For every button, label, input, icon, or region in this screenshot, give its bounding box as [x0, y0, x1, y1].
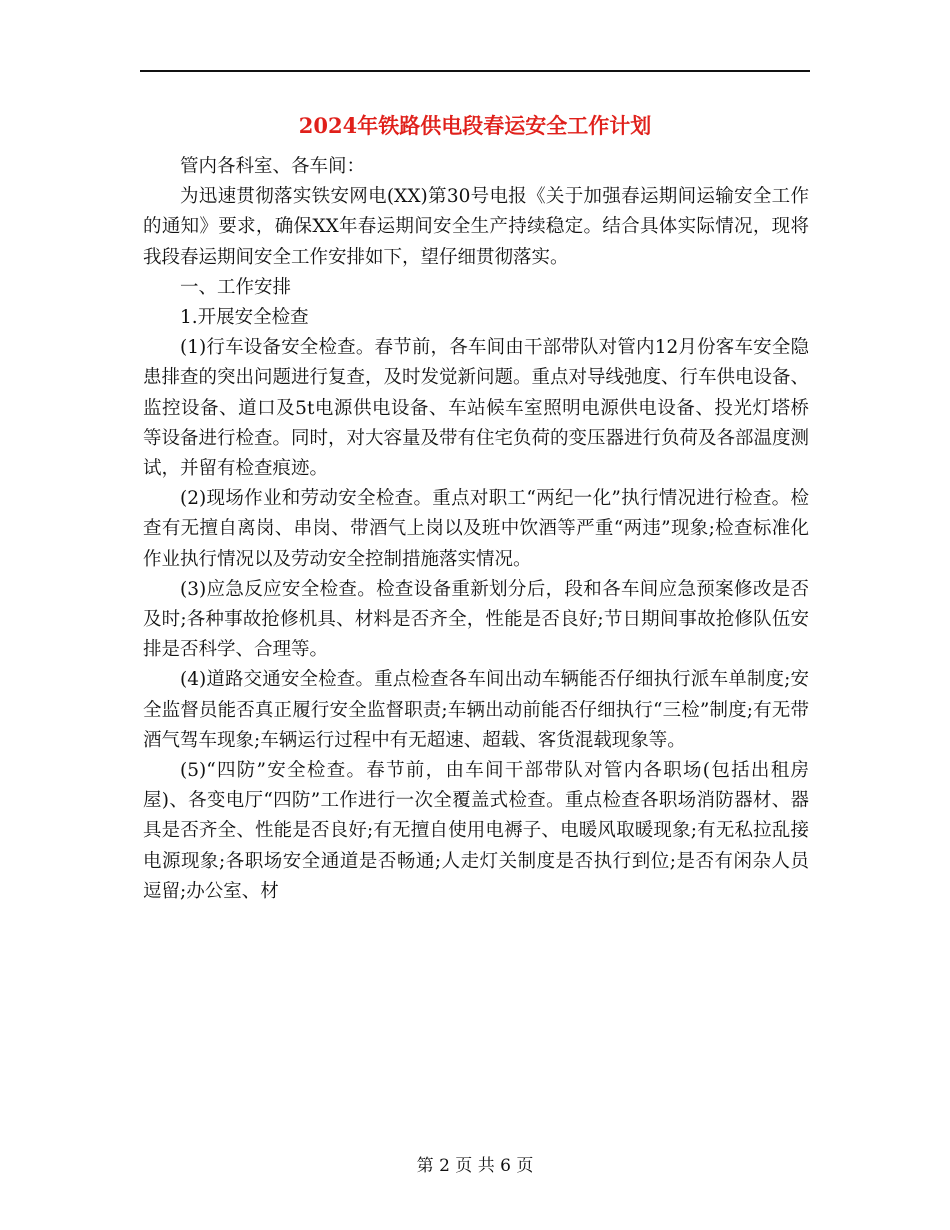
item-paragraph-4: (4)道路交通安全检查。重点检查各车间出动车辆能否仔细执行派车单制度;安全监督员能否真正履行安全监督职责;车辆出动前能否仔细执行“三检”制度;有无带酒气驾车现象;车辆运行过程中有无超速、超载、客货混载现象等。 [143, 669, 809, 751]
document-body [143, 152, 809, 907]
salutation-paragraph: 管内各科室、各车间： [180, 156, 366, 177]
item-paragraph-5: (5)“四防”安全检查。春节前，由车间干部带队对管内各职场(包括出租房屋)、各变电厅“四防”工作进行一次全覆盖式检查。重点检查各职场消防器材、器具是否齐全、性能是否良好;有无擅自使用电褥子、电暖风取暖现象;有无私拉乱接电源现象;各职场安全通道是否畅通;人走灯关制度是否执行到位;是否有闲杂人员逗留;办公室、材 [143, 760, 809, 902]
section-heading: 一、工作安排 [180, 276, 292, 298]
item-paragraph-3: (3)应急反应安全检查。检查设备重新划分后，段和各车间应急预案修改是否及时;各种事故抢修机具、材料是否齐全，性能是否良好;节日期间事故抢修队伍安排是否科学、合理等。 [143, 578, 809, 661]
item-paragraph-1: (1)行车设备安全检查。春节前，各车间由干部带队对管内12月份客车安全隐患排查的突出问题进行复查，及时发觉新问题。重点对导线弛度、行车供电设备、监控设备、道口及5t电源供电设备、车站候车室照明电源供电设备、投光灯塔桥等设备进行检查。同时，对大容量及带有住宅负荷的变压器进行负荷及各部温度测试，并留有检查痕迹。 [143, 337, 810, 480]
document-title: 2024年铁路供电段春运安全工作计划 [298, 113, 652, 138]
subsection-heading: 1.开展安全检查 [180, 307, 309, 329]
page-number-footer: 第 2 页 共 6 页 [416, 1156, 534, 1176]
item-paragraph-2: (2)现场作业和劳动安全检查。重点对职工“两纪一化”执行情况进行检查。检查有无擅自离岗、串岗、带酒气上岗以及班中饮酒等严重“两违”现象;检查标准化作业执行情况以及劳动安全控制措施落实情况。 [143, 488, 809, 570]
header-rule [140, 70, 810, 72]
intro-paragraph: 为迅速贯彻落实铁安网电(XX)第30号电报《关于加强春运期间运输安全工作的通知》要求，确保XX年春运期间安全生产持续稳定。结合具体实际情况，现将我段春运期间安全工作安排如下，望仔细贯彻落实。 [143, 186, 809, 268]
